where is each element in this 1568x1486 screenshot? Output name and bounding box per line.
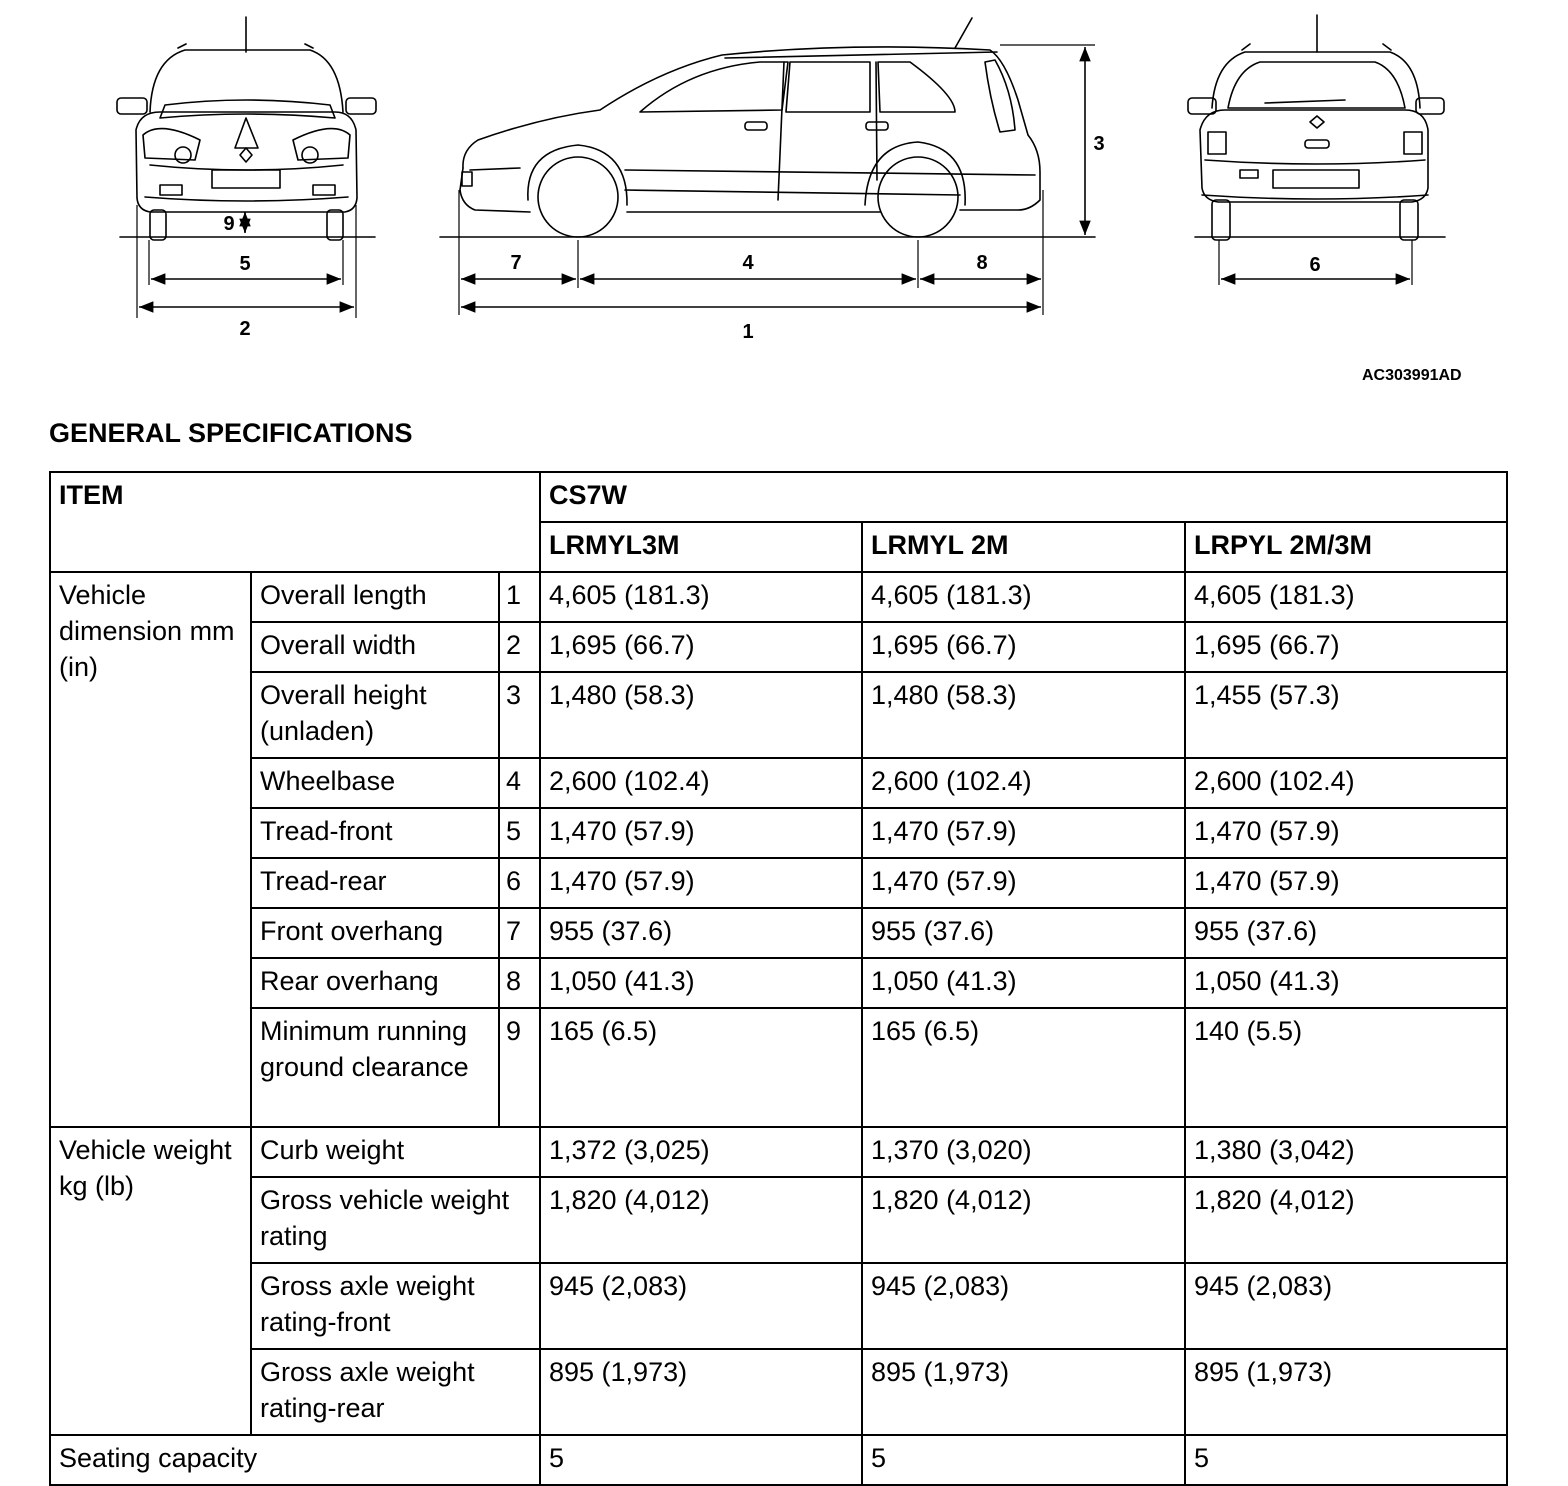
table-row: [50, 1263, 1507, 1349]
table-row: [50, 858, 1507, 908]
spec-value: 1,820 (4,012): [540, 1177, 862, 1263]
spec-value: 1,470 (57.9): [862, 808, 1185, 858]
spec-item-label: Front overhang: [251, 908, 499, 958]
spec-value: 1,695 (66.7): [862, 622, 1185, 672]
table-row: [50, 958, 1507, 1008]
spec-value: 1,050 (41.3): [862, 958, 1185, 1008]
spec-value: 1,370 (3,020): [862, 1127, 1185, 1177]
spec-value: 5: [1185, 1435, 1507, 1485]
dimension-number: 3: [499, 672, 540, 758]
spec-value: 4,605 (181.3): [1185, 572, 1507, 622]
spec-value: 955 (37.6): [1185, 908, 1507, 958]
spec-item-label: Rear overhang: [251, 958, 499, 1008]
spec-item-label: Tread-front: [251, 808, 499, 858]
dimension-label-9: 9: [223, 213, 235, 235]
item-header: ITEM: [50, 472, 540, 572]
spec-item-label: Minimum running ground clearance: [251, 1008, 499, 1127]
spec-value: 140 (5.5): [1185, 1008, 1507, 1127]
spec-value: 4,605 (181.3): [862, 572, 1185, 622]
dimension-label-8: 8: [976, 252, 988, 274]
dimension-label-3: 3: [1093, 133, 1105, 155]
dimension-number: 8: [499, 958, 540, 1008]
page-title: GENERAL SPECIFICATIONS: [49, 418, 413, 448]
spec-value: 165 (6.5): [862, 1008, 1185, 1127]
spec-item-label: Overall width: [251, 622, 499, 672]
general-specifications-table: [49, 471, 1508, 1486]
spec-value: 1,470 (57.9): [1185, 808, 1507, 858]
spec-item-label: Wheelbase: [251, 758, 499, 808]
spec-value: 165 (6.5): [540, 1008, 862, 1127]
dimension-label-6: 6: [1309, 254, 1321, 276]
spec-value: 1,380 (3,042): [1185, 1127, 1507, 1177]
spec-value: 945 (2,083): [1185, 1263, 1507, 1349]
table-row: [50, 622, 1507, 672]
spec-value: 1,820 (4,012): [1185, 1177, 1507, 1263]
spec-value: 1,820 (4,012): [862, 1177, 1185, 1263]
spec-value: 1,050 (41.3): [540, 958, 862, 1008]
spec-item-label: Curb weight: [251, 1127, 540, 1177]
variant-header: LRMYL 2M: [862, 522, 1185, 572]
spec-value: 2,600 (102.4): [1185, 758, 1507, 808]
spec-value: 955 (37.6): [862, 908, 1185, 958]
dimension-number: 6: [499, 858, 540, 908]
vehicle-dimension-diagram: [0, 0, 1568, 400]
spec-value: 895 (1,973): [540, 1349, 862, 1435]
spec-item-label: Tread-rear: [251, 858, 499, 908]
spec-item-label: Gross vehicle weight rating: [251, 1177, 540, 1263]
spec-value: 1,695 (66.7): [540, 622, 862, 672]
dimension-number: 4: [499, 758, 540, 808]
variant-header: LRPYL 2M/3M: [1185, 522, 1507, 572]
group-label-dimension: Vehicle dimension mm (in): [50, 572, 251, 1127]
spec-value: 1,480 (58.3): [540, 672, 862, 758]
table-row: [50, 1435, 1507, 1485]
spec-value: 945 (2,083): [540, 1263, 862, 1349]
spec-value: 1,695 (66.7): [1185, 622, 1507, 672]
spec-value: 895 (1,973): [862, 1349, 1185, 1435]
table-row: [50, 1127, 1507, 1177]
spec-value: 5: [862, 1435, 1185, 1485]
spec-value: 895 (1,973): [1185, 1349, 1507, 1435]
spec-item-label: Gross axle weight rating-rear: [251, 1349, 540, 1435]
spec-value: 1,470 (57.9): [1185, 858, 1507, 908]
spec-value: 1,480 (58.3): [862, 672, 1185, 758]
dimension-number: 5: [499, 808, 540, 858]
table-row: [50, 672, 1507, 758]
seating-capacity-label: Seating capacity: [50, 1435, 540, 1485]
spec-value: 955 (37.6): [540, 908, 862, 958]
table-row: [50, 1177, 1507, 1263]
spec-value: 4,605 (181.3): [540, 572, 862, 622]
table-row: [50, 572, 1507, 622]
table-row: [50, 808, 1507, 858]
table-row: [50, 1008, 1507, 1127]
spec-value: 5: [540, 1435, 862, 1485]
group-label-weight: Vehicle weight kg (lb): [50, 1127, 251, 1435]
rear-view-vehicle: [1188, 15, 1444, 240]
spec-value: 1,470 (57.9): [540, 858, 862, 908]
dimension-label-2: 2: [239, 318, 251, 340]
front-view-vehicle: [117, 17, 376, 240]
spec-value: 1,455 (57.3): [1185, 672, 1507, 758]
spec-item-label: Gross axle weight rating-front: [251, 1263, 540, 1349]
dimension-number: 1: [499, 572, 540, 622]
table-row: [50, 1349, 1507, 1435]
dimension-number: 2: [499, 622, 540, 672]
spec-item-label: Overall length: [251, 572, 499, 622]
table-header-row: [50, 472, 1507, 522]
spec-item-label: Overall height (unladen): [251, 672, 499, 758]
spec-value: 1,470 (57.9): [862, 858, 1185, 908]
dimension-label-7: 7: [510, 252, 522, 274]
model-header: CS7W: [540, 472, 1507, 522]
spec-value: 1,050 (41.3): [1185, 958, 1507, 1008]
figure-id: AC303991AD: [1362, 367, 1462, 384]
spec-value: 1,470 (57.9): [540, 808, 862, 858]
dimension-label-5: 5: [239, 253, 251, 275]
side-view-vehicle: [460, 18, 1040, 237]
spec-value: 1,372 (3,025): [540, 1127, 862, 1177]
spec-value: 945 (2,083): [862, 1263, 1185, 1349]
dimension-label-1: 1: [742, 321, 754, 343]
variant-header: LRMYL3M: [540, 522, 862, 572]
spec-value: 2,600 (102.4): [862, 758, 1185, 808]
spec-value: 2,600 (102.4): [540, 758, 862, 808]
dimension-number: 9: [499, 1008, 540, 1127]
table-row: [50, 758, 1507, 808]
dimension-label-4: 4: [742, 252, 754, 274]
table-row: [50, 908, 1507, 958]
dimension-number: 7: [499, 908, 540, 958]
